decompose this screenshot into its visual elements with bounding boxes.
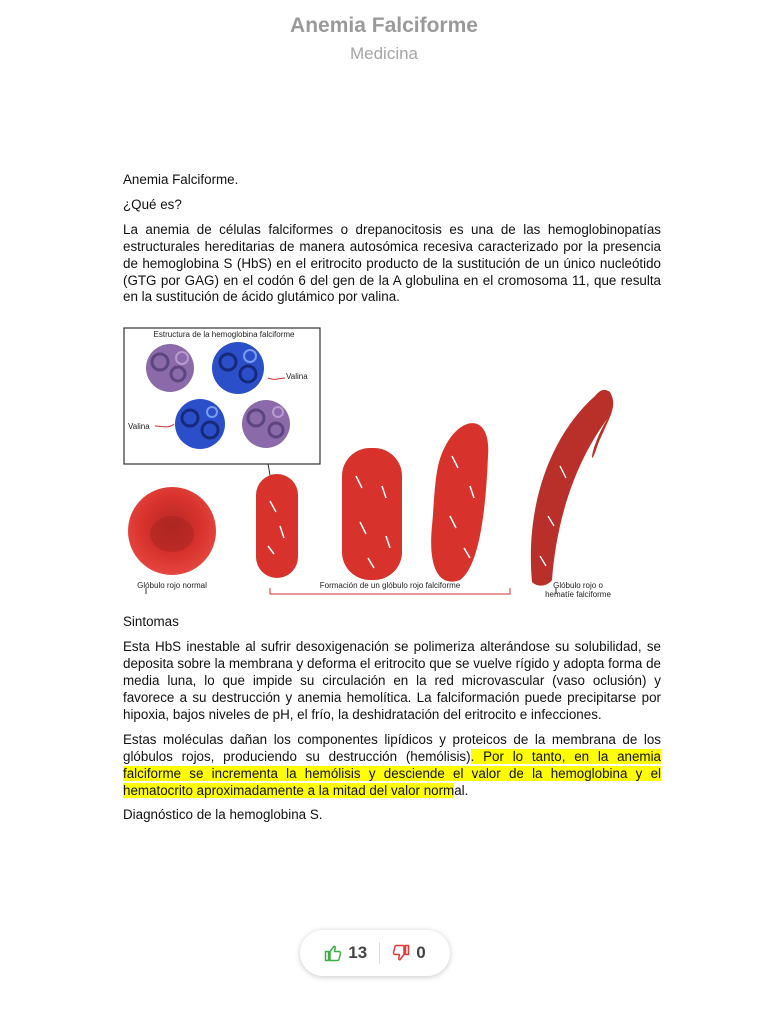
forming-cell-3: [431, 423, 488, 582]
thumbs-up-icon: [324, 944, 342, 962]
document-page: [123, 172, 661, 832]
doc-heading: Anemia Falciforme.: [123, 172, 239, 187]
symptoms-p2-end: al.: [454, 782, 469, 798]
hemoglobin-blue-top: [212, 342, 264, 394]
hemoglobin-purple-top: [146, 344, 194, 392]
doc-question: ¿Qué es?: [123, 196, 182, 212]
inset-title: Estructura de la hemoglobina falciforme: [153, 330, 295, 340]
dislike-count: 0: [416, 943, 426, 962]
valina-label-2: Valina: [128, 422, 150, 432]
formation-label: Formación de un glóbulo rojo falciforme: [319, 581, 461, 591]
sickle-red-cell: [531, 390, 613, 586]
sickle-cell-illustration: [120, 326, 658, 608]
hemoglobin-purple-bottom: [242, 400, 290, 448]
symptoms-p2-start: Estas moléculas dañan los componentes lipídicos y proteicos de la membrana de los glóbulos rojos, produciendo su destrucción (hemólisis): [123, 731, 661, 764]
symptoms-heading: Sintomas: [123, 614, 179, 630]
symptoms-paragraph-1: Esta HbS inestable al sufrir desoxigenación se polimeriza alterándose su solubilidad, se deposita sobre la membrana y deforma el eritrocito que se vuelve rígido y adopta forma de media luna, lo que impide su circulación en la red microvascular (vaso oclusión) y favorece a su destrucción y anemia hemolítica. La falciformación puede precipitarse por hipoxia, bajos niveles de pH, el frío, la deshidratación del eritrocito e infecciones.: [123, 639, 661, 722]
normal-cell-label: Glóbulo rojo normal: [137, 581, 207, 591]
document-title: Anemia Falciforme: [290, 14, 478, 37]
sickle-cell-label-2: hematíe falciforme: [545, 590, 611, 600]
diagnosis-heading: Diagnóstico de la hemoglobina S.: [123, 807, 323, 823]
sickle-cell-label-1: Glóbulo rojo o: [553, 581, 603, 591]
doc-definition: La anemia de células falciformes o drepanocitosis es una de las hemoglobinopatías estructurales hereditarias de manera autosómica recesiva caracterizado por la presencia de hemoglobina S (HbS) en el eritrocito producto de la sustitución de un único nucleótido (GTG por GAG) en el codón 6 del gen de la A globulina en el cromosoma 11, que resulta en la sustitución de ácido glutámico por valina.: [123, 221, 661, 305]
like-button[interactable]: [312, 943, 379, 963]
hemoglobin-blue-bottom: [175, 399, 225, 449]
like-count: 13: [348, 943, 368, 962]
valina-label-1: Valina: [286, 372, 308, 382]
forming-cell-2: [342, 448, 402, 580]
thumbs-down-icon: [392, 944, 410, 962]
highlighted-text: . Por lo tanto, en la anemia falciforme se incrementa la hemólisis y desciende el valor de la hemoglobina y el hematocrito aproximadamente a la mitad del valor norm: [123, 748, 661, 798]
document-subtitle: Medicina: [349, 44, 419, 63]
normal-red-cell: [128, 487, 216, 575]
forming-cell-1: [256, 474, 298, 578]
symptoms-paragraph-2: [123, 732, 661, 800]
dislike-button[interactable]: [380, 943, 437, 963]
vote-bar: [300, 930, 450, 976]
sickle-cell-figure: [120, 326, 658, 608]
